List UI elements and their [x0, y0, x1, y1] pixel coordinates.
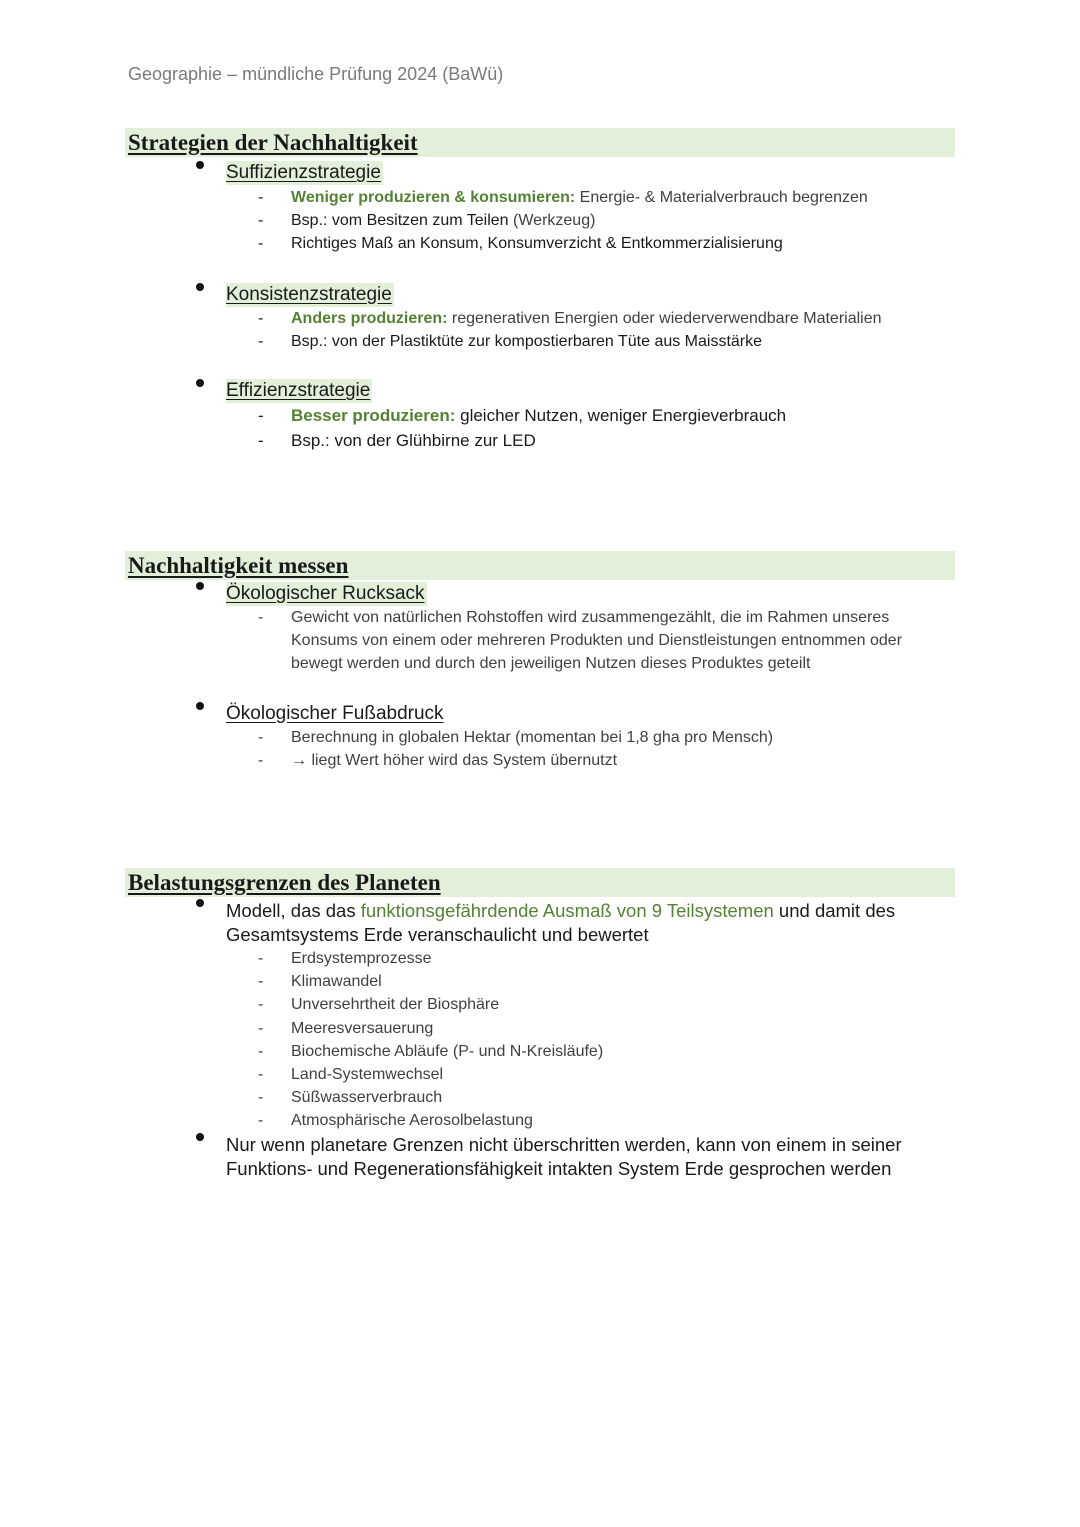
sub-item: - Bsp.: vom Besitzen zum Teilen (Werkzeug): [125, 209, 955, 232]
sub-item: - Meeresversauerung: [125, 1017, 955, 1040]
sub-item: - Berechnung in globalen Hektar (momentan bei 1,8 gha pro Mensch): [125, 726, 955, 749]
sub-continuation: - → liegt Wert höher wird das System übernutzt: [125, 749, 955, 772]
section-title: Strategien der Nachhaltigkeit: [125, 128, 955, 157]
sub-item: - Erdsystemprozesse: [125, 947, 955, 970]
sub-item: - Weniger produzieren & konsumieren: Energie- & Materialverbrauch begrenzen: [125, 186, 955, 209]
sub-item: - Biochemische Abläufe (P- und N-Kreisläufe): [125, 1040, 955, 1063]
bullet-title: Konsistenzstrategie: [226, 283, 392, 305]
section-title: Nachhaltigkeit messen: [125, 551, 955, 580]
sub-item: - Anders produzieren: regenerativen Energien oder wiederverwendbare Materialien: [125, 307, 955, 330]
section-title: Belastungsgrenzen des Planeten: [125, 868, 955, 897]
sub-item: - Richtiges Maß an Konsum, Konsumverzicht & Entkommerzialisierung: [125, 232, 955, 255]
sub-item: - Bsp.: von der Plastiktüte zur kompostierbaren Tüte aus Maisstärke: [125, 330, 955, 353]
sub-item: - Land-Systemwechsel: [125, 1063, 955, 1086]
page-header: Geographie – mündliche Prüfung 2024 (BaWü): [128, 64, 504, 84]
bullet-effizienz: [125, 379, 955, 403]
bullet-konsistenz: [125, 283, 955, 307]
bullet-title: Suffizienzstrategie: [226, 162, 381, 183]
sub-item: - Süßwasserverbrauch: [125, 1086, 955, 1109]
section-belastungsgrenzen: [125, 868, 955, 1181]
sub-item: - Besser produzieren: gleicher Nutzen, weniger Energieverbrauch: [125, 403, 955, 428]
bullet-title: Ökologischer Rucksack: [226, 583, 425, 604]
bullet-grenzen: Nur wenn planetare Grenzen nicht überschritten werden, kann von einem in seiner Funktions- und Regenerationsfähigkeit intakten System Erde gesprochen werden: [125, 1133, 916, 1181]
bullet-fussabdruck: [125, 702, 955, 726]
bullet-suffizienz: [125, 161, 955, 185]
sub-item: - Unversehrtheit der Biosphäre: [125, 993, 955, 1016]
sub-item: - Gewicht von natürlichen Rohstoffen wird zusammengezählt, die im Rahmen unseres Konsums von einem oder mehreren Produkten und Dienstleistungen entnommen oder bewegt werden und durch den jeweiligen Nutzen dieses Produktes geteilt: [125, 606, 941, 676]
sub-item: - Klimawandel: [125, 970, 955, 993]
bullet-title: Ökologischer Fußabdruck: [226, 702, 444, 724]
sub-item: - Bsp.: von der Glühbirne zur LED: [125, 428, 955, 453]
section-messen: [125, 551, 955, 772]
section-strategien: [125, 128, 955, 453]
bullet-modell: Modell, das das funktionsgefährdende Ausmaß von 9 Teilsystemen und damit des Gesamtsystems Erde veranschaulicht und bewertet: [125, 899, 916, 947]
bullet-title: Effizienzstrategie: [226, 380, 371, 402]
bullet-rucksack: [125, 582, 955, 606]
sub-item: - Atmosphärische Aerosolbelastung: [125, 1109, 955, 1132]
